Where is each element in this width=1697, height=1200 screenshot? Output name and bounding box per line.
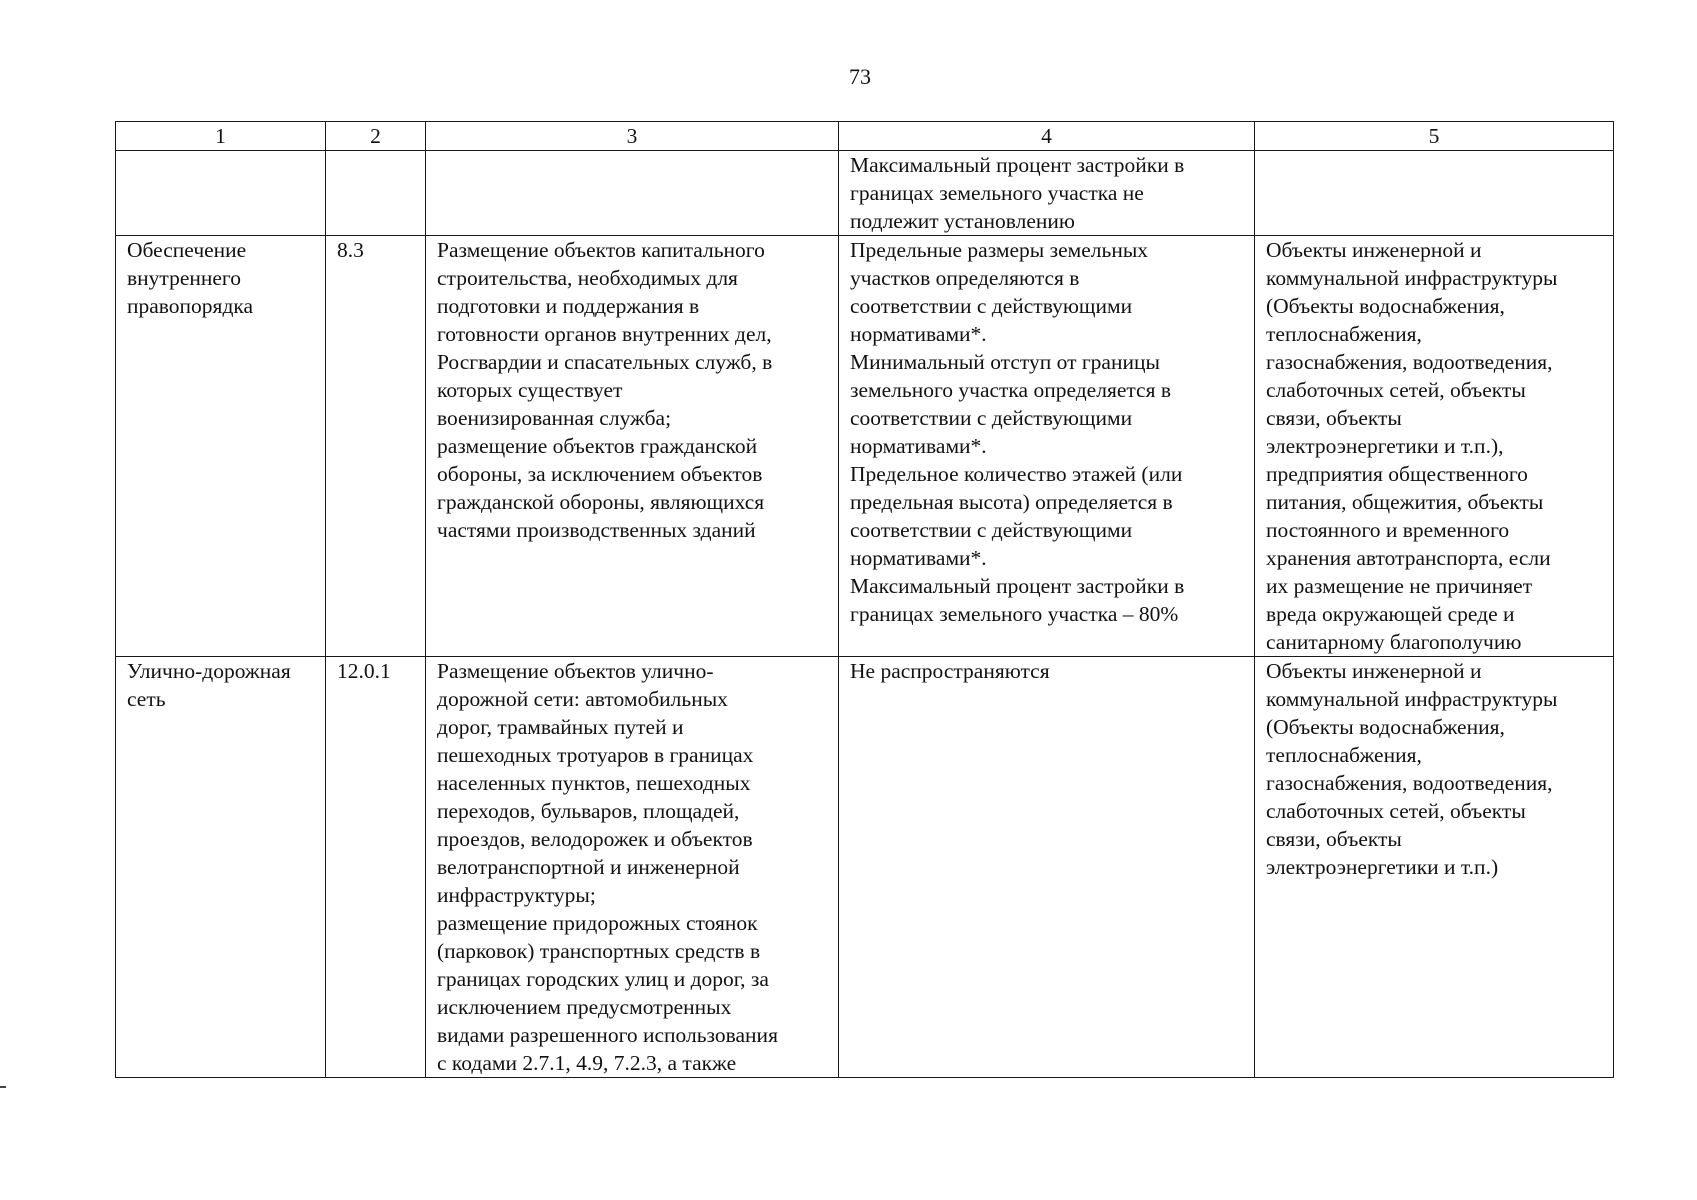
cell-text-line: их размещение не причиняет [1266,574,1533,598]
cell-text-line: связи, объекты [1266,406,1402,430]
table-header-row [116,122,1614,151]
margin-mark [0,1086,6,1088]
table-cell-col3 [426,236,839,657]
cell-text-line: Обеспечение [127,238,247,262]
cell-text-line: нормативами*. [850,322,987,346]
table-row [116,236,1614,657]
cell-text-line: (Объекты водоснабжения, [1266,715,1505,739]
cell-text-line: Минимальный отступ от границы [850,350,1160,374]
table-cell-col4 [839,657,1255,1078]
cell-text-line: связи, объекты [1266,827,1402,851]
cell-text-line: электроэнергетики и т.п.) [1266,855,1499,879]
cell-text-line: Максимальный процент застройки в [850,574,1185,598]
cell-text-line: которых существует [437,378,623,402]
table-cell-col1 [116,657,326,1078]
cell-text-line: Размещение объектов улично- [437,659,714,683]
cell-text-line: готовности органов внутренних дел, [437,322,772,346]
cell-text-line: проездов, велодорожек и объектов [437,827,753,851]
column-header-4: 4 [839,122,1255,151]
column-header-2: 2 [326,122,426,151]
cell-text-line: гражданской обороны, являющихся [437,490,765,514]
cell-text-line: инфраструктуры; [437,883,596,907]
page-number: 73 [849,64,871,89]
cell-text-line: строительства, необходимых для [437,266,738,290]
table-cell-col3 [426,151,839,236]
cell-text-line: дорожной сети: автомобильных [437,687,728,711]
cell-text-line: газоснабжения, водоотведения, [1266,350,1553,374]
cell-text-line: хранения автотранспорта, если [1266,546,1551,570]
cell-text-line: (парковок) транспортных средств в [437,939,761,963]
cell-text-line: слаботочных сетей, объекты [1266,378,1526,402]
table-cell-col5 [1255,236,1614,657]
column-header-5: 5 [1255,122,1614,151]
cell-text-line: постоянного и временного [1266,518,1510,542]
cell-text-line: Максимальный процент застройки в [850,153,1185,177]
cell-text-line: Росгвардии и спасательных служб, в [437,350,773,374]
cell-text-line: соответствии с действующими [850,518,1133,542]
cell-text-line: подготовки и поддержания в [437,294,700,318]
cell-text-line: с кодами 2.7.1, 4.9, 7.2.3, а также [437,1051,737,1075]
cell-text-line: военизированная служба; [437,406,672,430]
cell-text-line: обороны, за исключением объектов [437,462,763,486]
table-cell-col4 [839,151,1255,236]
cell-text-line: теплоснабжения, [1266,743,1422,767]
table-row [116,657,1614,1078]
cell-text-line: дорог, трамвайных путей и [437,715,684,739]
cell-text-line: размещение придорожных стоянок [437,911,758,935]
table-cell-col5 [1255,657,1614,1078]
cell-text-line: внутреннего [127,266,241,290]
land-use-table [115,121,1614,1078]
column-header-1: 1 [116,122,326,151]
cell-text-line: 8.3 [337,238,364,262]
cell-text-line: Объекты инженерной и [1266,659,1482,683]
cell-text-line: размещение объектов гражданской [437,434,758,458]
cell-text-line: предприятия общественного [1266,462,1528,486]
cell-text-line: исключением предусмотренных [437,995,732,1019]
table-cell-col4 [839,236,1255,657]
cell-text-line: электроэнергетики и т.п.), [1266,434,1504,458]
table-cell-col3 [426,657,839,1078]
cell-text-line: питания, общежития, объекты [1266,490,1544,514]
cell-text-line: соответствии с действующими [850,406,1133,430]
cell-text-line: санитарному благополучию [1266,630,1522,654]
cell-text-line: Не распространяются [850,659,1050,683]
cell-text-line: нормативами*. [850,434,987,458]
cell-text-line: предельная высота) определяется в [850,490,1173,514]
cell-text-line: Предельные размеры земельных [850,238,1149,262]
cell-text-line: Улично-дорожная [127,659,291,683]
table-cell-col2 [326,151,426,236]
cell-text-line: Объекты инженерной и [1266,238,1482,262]
cell-text-line: границах городских улиц и дорог, за [437,967,769,991]
cell-text-line: 12.0.1 [337,659,391,683]
cell-text-line: нормативами*. [850,546,987,570]
table-row [116,151,1614,236]
table-cell-col2 [326,236,426,657]
cell-text-line: теплоснабжения, [1266,322,1422,346]
cell-text-line: пешеходных тротуаров в границах [437,743,754,767]
cell-text-line: сеть [127,687,166,711]
table-cell-col1 [116,151,326,236]
cell-text-line: границах земельного участка – 80% [850,602,1179,626]
cell-text-line: переходов, бульваров, площадей, [437,799,740,823]
cell-text-line: Предельное количество этажей (или [850,462,1183,486]
table-cell-col1 [116,236,326,657]
cell-text-line: подлежит установлению [850,209,1075,233]
table-cell-col5 [1255,151,1614,236]
cell-text-line: (Объекты водоснабжения, [1266,294,1505,318]
cell-text-line: населенных пунктов, пешеходных [437,771,751,795]
cell-text-line: соответствии с действующими [850,294,1133,318]
column-header-3: 3 [426,122,839,151]
cell-text-line: коммунальной инфраструктуры [1266,266,1558,290]
cell-text-line: коммунальной инфраструктуры [1266,687,1558,711]
cell-text-line: вреда окружающей среде и [1266,602,1515,626]
cell-text-line: велотранспортной и инженерной [437,855,740,879]
cell-text-line: правопорядка [127,294,254,318]
cell-text-line: частями производственных зданий [437,518,756,542]
cell-text-line: земельного участка определяется в [850,378,1171,402]
table-cell-col2 [326,657,426,1078]
cell-text-line: участков определяются в [850,266,1080,290]
cell-text-line: слаботочных сетей, объекты [1266,799,1526,823]
cell-text-line: Размещение объектов капитального [437,238,765,262]
cell-text-line: видами разрешенного использования [437,1023,778,1047]
cell-text-line: газоснабжения, водоотведения, [1266,771,1553,795]
cell-text-line: границах земельного участка не [850,181,1144,205]
